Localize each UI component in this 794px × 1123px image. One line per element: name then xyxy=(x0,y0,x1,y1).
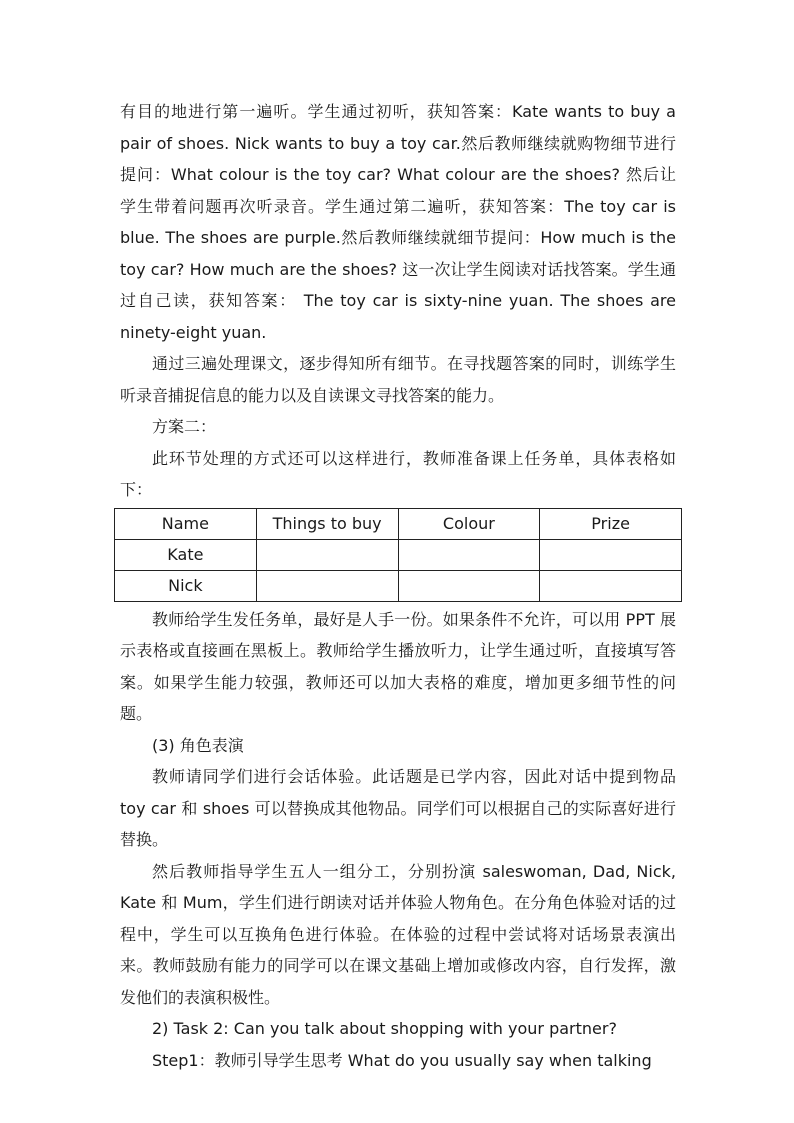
table-cell xyxy=(398,539,540,570)
table-cell xyxy=(256,539,398,570)
table-cell xyxy=(540,539,682,570)
text-line: 过自己读，获知答案： The toy car is sixty-nine yuan. The shoes are xyxy=(120,291,676,310)
table-header-row xyxy=(115,508,682,539)
paragraph-conversation-practice: 教师请同学们进行会话体验。此话题是已学内容，因此对话中提到物品 toy car 和 shoes 可以替换成其他物品。同学们可以根据自己的实际喜好进行替换。 xyxy=(120,767,676,849)
table-cell: Nick xyxy=(115,570,257,601)
text-line: 提问：What colour is the toy car? What colour are the shoes? 然后让 xyxy=(120,165,676,184)
paragraph-task-two: 2) Task 2: Can you talk about shopping with your partner? xyxy=(152,1019,617,1038)
table-cell xyxy=(540,570,682,601)
table-header-cell: Prize xyxy=(540,508,682,539)
task-sheet-table xyxy=(114,508,682,602)
paragraph-listening-answers xyxy=(120,96,676,348)
table-header-cell: Things to buy xyxy=(256,508,398,539)
text-line: 学生带着问题再次听录音。学生通过第二遍听，获知答案：The toy car is xyxy=(120,196,676,216)
text-line: toy car? How much are the shoes? 这一次让学生阅读对话找答案。学生通 xyxy=(120,259,676,279)
text-line: pair of shoes. Nick wants to buy a toy car.然后教师继续就购物细节进行 xyxy=(120,133,676,153)
paragraph-task-sheet-usage: 教师给学生发任务单，最好是人手一份。如果条件不允许，可以用 PPT 展示表格或直接画在黑板上。教师给学生播放听力，让学生通过听，直接填写答案。如果学生能力较强，教师还可以加大表格的难度，增加更多细节性的问题。 xyxy=(120,609,676,723)
paragraph-role-assignment: 然后教师指导学生五人一组分工，分别扮演 saleswoman, Dad, Nick, Kate 和 Mum，学生们进行朗读对话并体验人物角色。在分角色体验对话的过程中，学生可以互换角色进行体验。在体验的过程中尝试将对话场景表演出来。教师鼓励有能力的同学可以在课文基础上增加或修改内容，自行发挥，激发他们的表演积极性。 xyxy=(120,861,676,1007)
text-line: ninety-eight yuan. xyxy=(120,322,267,342)
table-cell: Kate xyxy=(115,539,257,570)
table-cell xyxy=(256,570,398,601)
paragraph-step-one: Step1：教师引导学生思考 What do you usually say when talking xyxy=(152,1050,652,1070)
section-role-play-heading: (3) 角色表演 xyxy=(152,735,244,755)
document-page xyxy=(120,96,676,1076)
table-row xyxy=(115,570,682,601)
paragraph-task-sheet-intro: 此环节处理的方式还可以这样进行，教师准备课上任务单，具体表格如下： xyxy=(120,448,676,499)
text-line: blue. The shoes are purple.然后教师继续就细节提问：How much is the xyxy=(120,228,676,247)
text-line: 有目的地进行第一遍听。学生通过初听，获知答案：Kate wants to buy a xyxy=(120,102,676,121)
table-row xyxy=(115,539,682,570)
table-header-cell: Name xyxy=(115,508,257,539)
plan-two-heading: 方案二： xyxy=(152,417,217,436)
paragraph-three-passes: 通过三遍处理课文，逐步得知所有细节。在寻找题答案的同时，训练学生听录音捕捉信息的能力以及自读课文寻找答案的能力。 xyxy=(120,354,676,405)
table-header-cell: Colour xyxy=(398,508,540,539)
table-cell xyxy=(398,570,540,601)
